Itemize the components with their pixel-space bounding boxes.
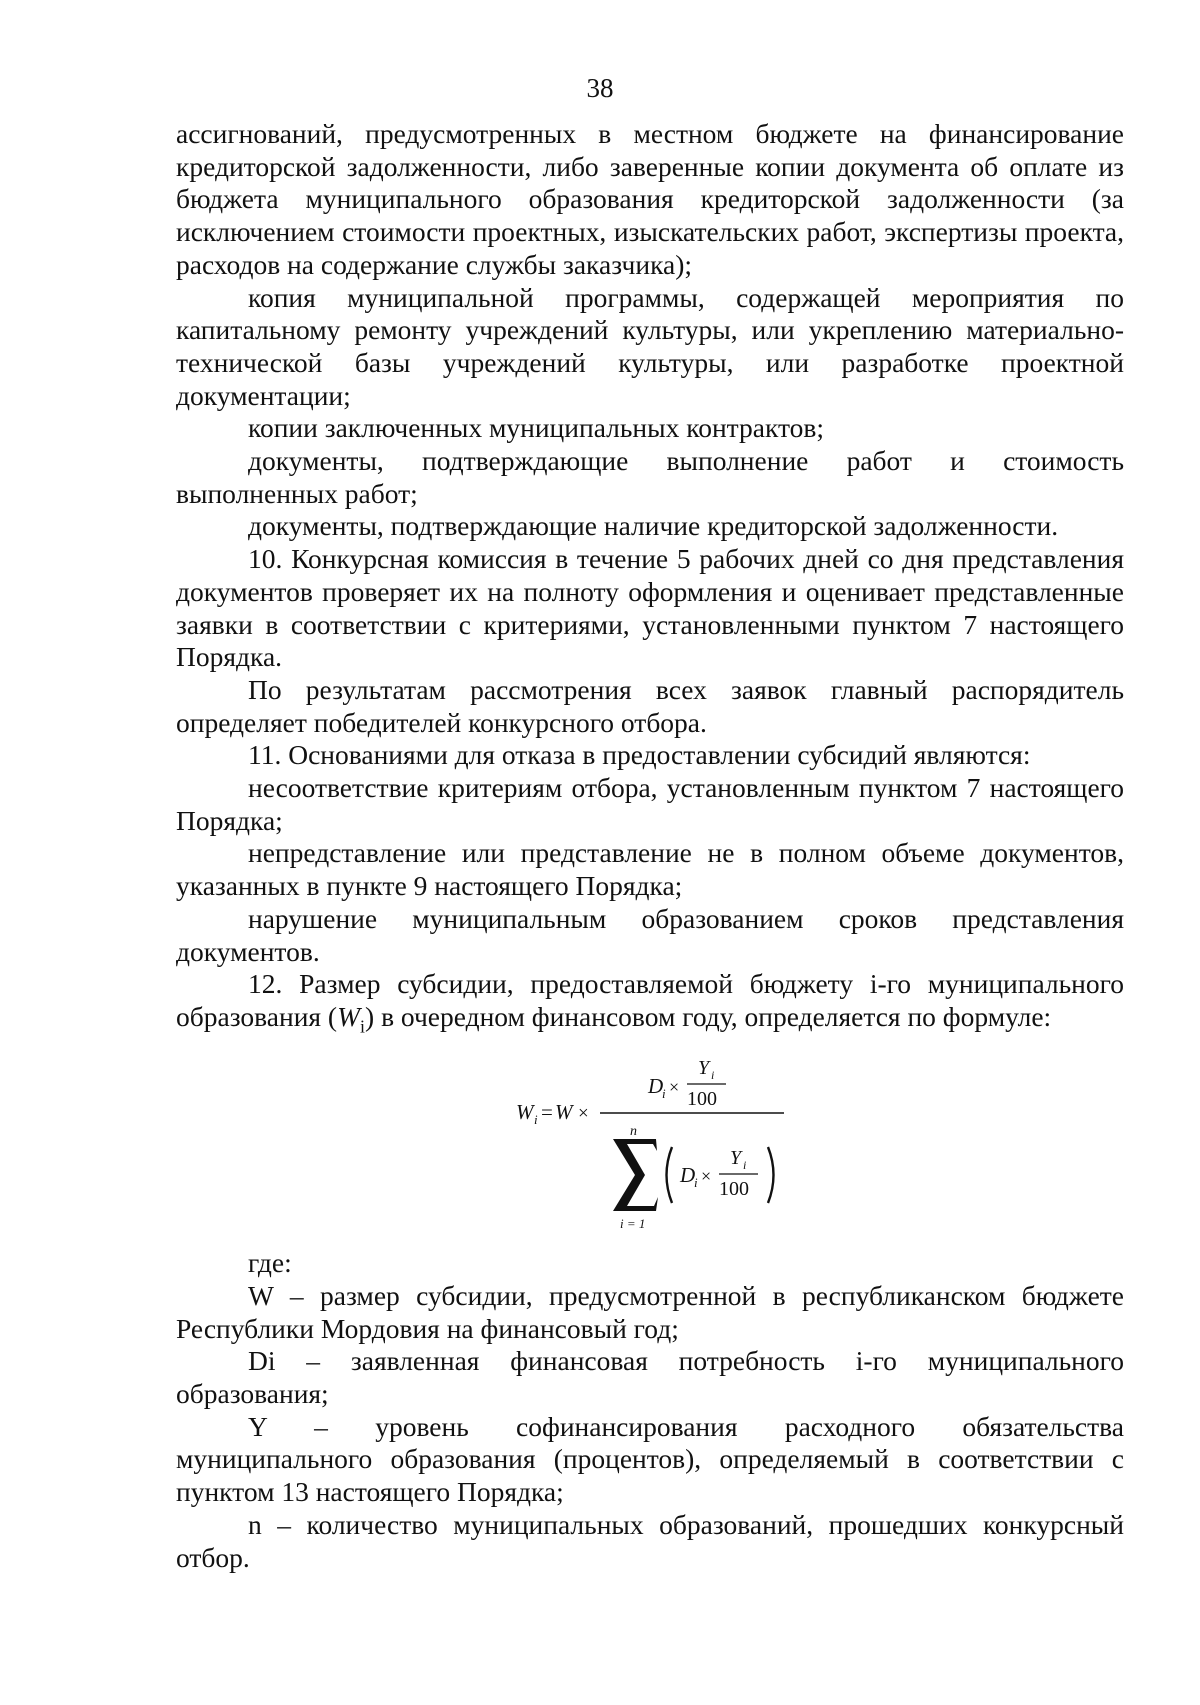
formula-w: W bbox=[555, 1100, 573, 1125]
num-y-sub: i bbox=[711, 1068, 715, 1083]
paragraph: По результатам рассмотрения всех заявок главный распорядитель определяет победителей конкурсного отбора. bbox=[176, 673, 1124, 738]
den-d: D bbox=[680, 1163, 696, 1188]
paragraph: 10. Конкурсная комиссия в течение 5 рабочих дней со дня представления документов проверяет их на полноту оформления и оценивает представленные заявки в соответствии с критериями, установленными пунктом 7 настоящего Порядка. bbox=[176, 543, 1124, 673]
subsidy-formula bbox=[516, 1051, 816, 1237]
num-y: Y bbox=[698, 1057, 710, 1080]
formula-svg bbox=[516, 1051, 816, 1229]
formula-block bbox=[176, 1051, 1124, 1229]
den-d-sub: i bbox=[694, 1175, 698, 1191]
definition-d: Di – заявленная финансовая потребность i-го муниципального образования; bbox=[176, 1345, 1124, 1409]
den-times: × bbox=[701, 1166, 712, 1187]
text-fragment: 12. Размер субсидии, предоставляемой бюджету i-го муниципального образования ( bbox=[176, 968, 1124, 1032]
paragraph-formula-intro bbox=[176, 968, 1124, 1043]
paragraph-where: где: bbox=[248, 1247, 292, 1279]
num-hundred: 100 bbox=[687, 1088, 717, 1111]
paragraph: нарушение муниципальным образованием сроков представления документов. bbox=[176, 902, 1124, 967]
paragraph: 11. Основаниями для отказа в предоставлении субсидий являются: bbox=[248, 739, 1031, 771]
formula-eq: = bbox=[541, 1100, 553, 1125]
den-hundred: 100 bbox=[719, 1178, 749, 1201]
num-times: × bbox=[669, 1077, 680, 1098]
paragraph: несоответствие критериям отбора, установленным пунктом 7 настоящего Порядка; bbox=[176, 772, 1124, 836]
left-paren bbox=[667, 1147, 673, 1203]
den-y: Y bbox=[730, 1147, 742, 1170]
variable-w: W bbox=[337, 1000, 361, 1032]
definition-w: W – размер субсидии, предусмотренной в республиканском бюджете Республики Мордовия на финансовый год; bbox=[176, 1279, 1124, 1344]
num-d: D bbox=[648, 1074, 664, 1099]
paragraph: копия муниципальной программы, содержащей мероприятия по капитальному ремонту учреждений культуры, или укреплению материально-технической базы учреждений культуры, или разработке проектной документации; bbox=[176, 281, 1124, 411]
paragraph: документы, подтверждающие наличие кредиторской задолженности. bbox=[248, 510, 1059, 542]
paragraph: непредставление или представление не в полном объеме документов, указанных в пункте 9 настоящего Порядка; bbox=[176, 837, 1124, 902]
right-paren bbox=[768, 1147, 774, 1203]
paragraph: ассигнований, предусмотренных в местном бюджете на финансирование кредиторской задолженности, либо заверенные копии документа об оплате из бюджета муниципального образования кредиторской задолженности (за исключением стоимости проектных, изыскательских работ, экспертизы проекта, расходов на содержание службы заказчика); bbox=[176, 118, 1124, 280]
sigma-symbol bbox=[613, 1139, 658, 1211]
text-fragment: ) в очередном финансовом году, определяется по формуле: bbox=[365, 1000, 1052, 1032]
sum-bottom: i = 1 bbox=[620, 1216, 646, 1230]
formula-lhs: W bbox=[516, 1100, 534, 1125]
definition-n: n – количество муниципальных образований, прошедших конкурсный отбор. bbox=[176, 1508, 1124, 1573]
paragraph: копии заключенных муниципальных контрактов; bbox=[248, 412, 824, 444]
paragraph: документы, подтверждающие выполнение работ и стоимость выполненных работ; bbox=[176, 445, 1124, 509]
variable-subscript: i bbox=[360, 1016, 366, 1037]
sum-top: n bbox=[630, 1124, 637, 1140]
formula-times: × bbox=[578, 1103, 589, 1125]
document-body bbox=[176, 118, 1124, 1574]
definition-y: Y – уровень софинансирования расходного обязательства муниципального образования (процентов), определяемый в соответствии с пунктом 13 настоящего Порядка; bbox=[176, 1410, 1124, 1508]
num-d-sub: i bbox=[662, 1086, 666, 1102]
page-number: 38 bbox=[586, 73, 614, 103]
formula-lhs-sub: i bbox=[534, 1112, 538, 1128]
den-y-sub: i bbox=[743, 1158, 747, 1173]
